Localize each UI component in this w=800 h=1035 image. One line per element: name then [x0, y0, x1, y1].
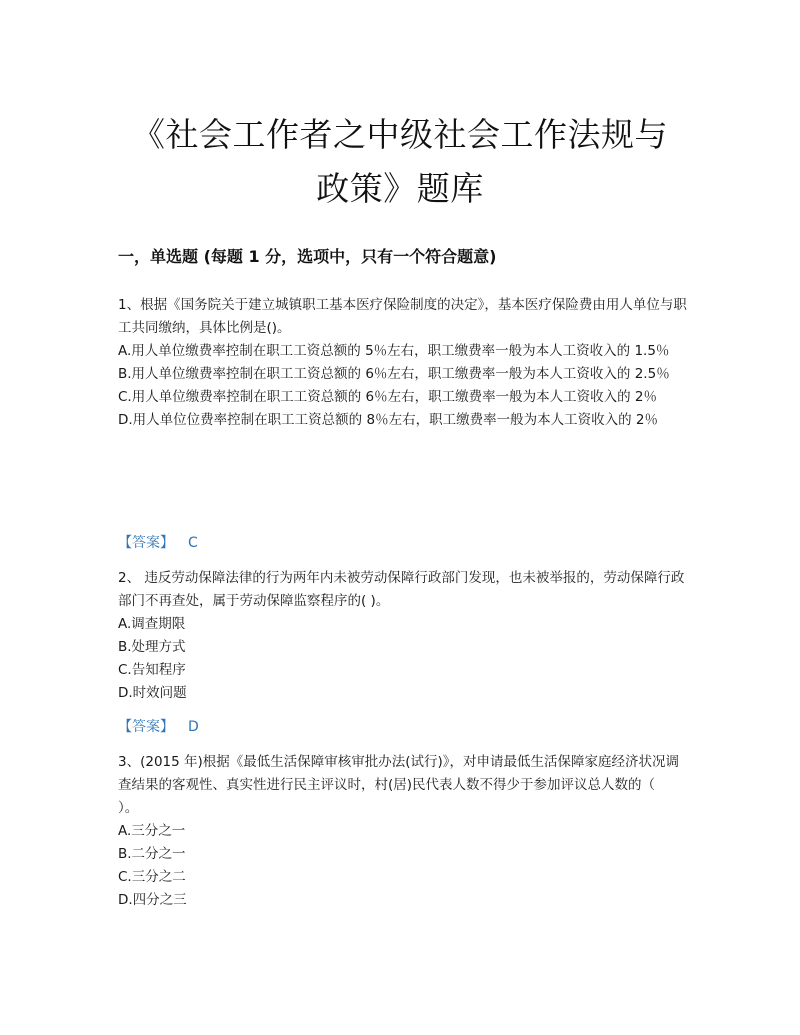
document-title — [100, 108, 700, 216]
option-a: A.调查期限 — [118, 616, 186, 632]
option-d: D.时效问题 — [118, 685, 187, 701]
answer-label: 【答案】 — [118, 535, 174, 551]
answer-value: D — [188, 719, 199, 735]
option-c: C.告知程序 — [118, 662, 186, 678]
option-c: C.用人单位缴费率控制在职工工资总额的 6％左右，职工缴费率一般为本人工资收入的 2％ — [118, 389, 657, 405]
answer-1 — [118, 533, 198, 553]
answer-2 — [118, 717, 199, 737]
option-a: A.用人单位缴费率控制在职工工资总额的 5％左右，职工缴费率一般为本人工资收入的 1.5％ — [118, 343, 670, 359]
option-list — [118, 613, 688, 705]
option-b: B.处理方式 — [118, 639, 186, 655]
option-b: B.二分之一 — [118, 846, 186, 862]
answer-label: 【答案】 — [118, 719, 174, 735]
option-a: A.三分之一 — [118, 823, 186, 839]
answer-value: C — [188, 535, 198, 551]
question-stem: 1、根据《国务院关于建立城镇职工基本医疗保险制度的决定》，基本医疗保险费由用人单位与职工共同缴纳，具体比例是()。 — [118, 297, 687, 336]
question-2 — [118, 567, 688, 705]
option-b: B.用人单位缴费率控制在职工工资总额的 6％左右，职工缴费率一般为本人工资收入的 2.5％ — [118, 366, 670, 382]
option-c: C.三分之二 — [118, 869, 186, 885]
question-stem: 2、 违反劳动保障法律的行为两年内未被劳动保障行政部门发现，也未被举报的，劳动保障行政部门不再查处，属于劳动保障监察程序的( )。 — [118, 570, 685, 609]
document-title-line-2: 政策》题库 — [316, 169, 484, 208]
document-title-line-1: 《社会工作者之中级社会工作法规与 — [132, 115, 668, 154]
question-3 — [118, 751, 688, 912]
option-d: D.用人单位位费率控制在职工工资总额的 8％左右，职工缴费率一般为本人工资收入的 2％ — [118, 412, 658, 428]
option-list — [118, 820, 688, 912]
option-list — [118, 340, 688, 432]
question-1 — [118, 294, 688, 432]
section-heading: 一，单选题 (每题 1 分，选项中，只有一个符合题意) — [118, 247, 497, 266]
option-d: D.四分之三 — [118, 892, 187, 908]
question-stem: 3、(2015 年)根据《最低生活保障审核审批办法(试行)》，对申请最低生活保障家庭经济状况调查结果的客观性、真实性进行民主评议时，村(居)民代表人数不得少于参加评议总人数的（ ）。 — [118, 754, 683, 816]
